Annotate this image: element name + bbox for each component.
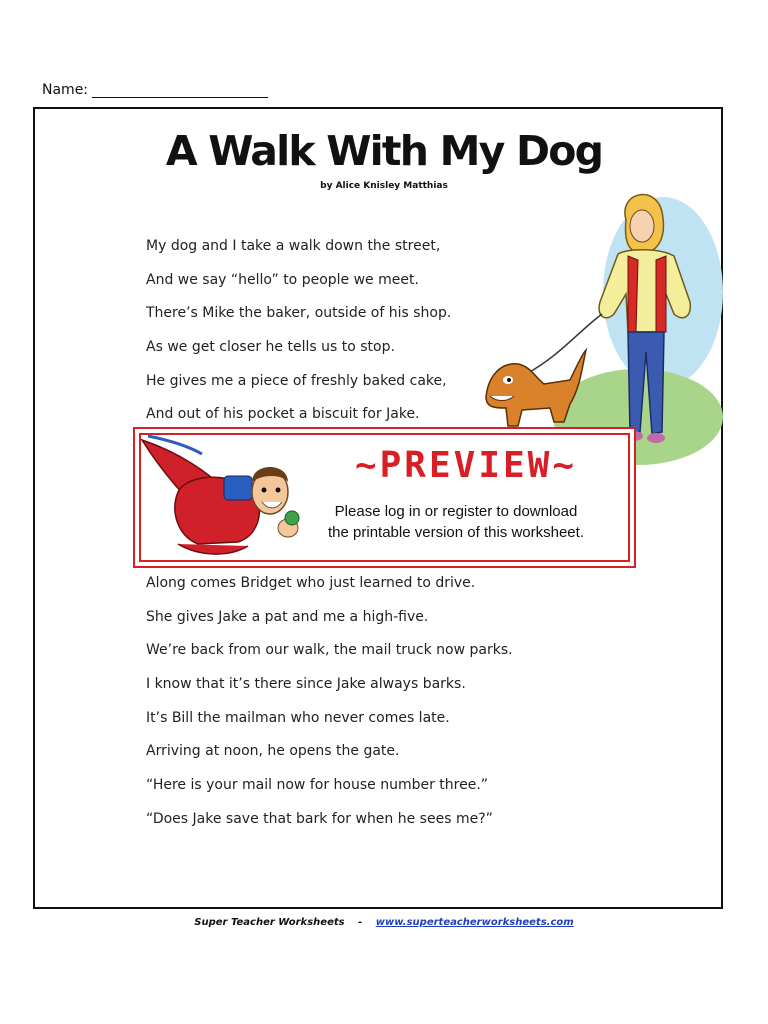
- author-byline: by Alice Knisley Matthias: [320, 181, 448, 191]
- poem-line: And out of his pocket a biscuit for Jake.: [146, 406, 420, 423]
- footer-separator: -: [358, 917, 363, 928]
- worksheet-title: A Walk With My Dog: [165, 127, 603, 175]
- poem-line: “Here is your mail now for house number three.”: [146, 777, 489, 794]
- poem-line: Arriving at noon, he opens the gate.: [146, 743, 400, 760]
- poem-line: My dog and I take a walk down the street,: [146, 238, 441, 254]
- poem-line: I know that it’s there since Jake always barks.: [146, 676, 466, 693]
- poem-line: “Does Jake save that bark for when he sees me?”: [146, 810, 493, 827]
- footer-brand: Super Teacher Worksheets: [194, 917, 345, 928]
- superhero-mascot-icon: [138, 432, 308, 564]
- name-blank-line: [92, 83, 268, 98]
- poem-stanza-2: [146, 573, 546, 843]
- preview-title: ~PREVIEW~: [354, 445, 578, 486]
- poem-line: And we say “hello” to people we meet.: [146, 271, 419, 288]
- name-field: [42, 82, 268, 98]
- preview-message: [295, 501, 617, 543]
- poem-line: It’s Bill the mailman who never comes late.: [146, 709, 450, 726]
- footer-link[interactable]: www.superteacherworksheets.com: [375, 917, 574, 928]
- poem-line: We’re back from our walk, the mail truck now parks.: [146, 642, 513, 659]
- poem-line: As we get closer he tells us to stop.: [146, 339, 395, 356]
- preview-message-line-2: the printable version of this worksheet.: [328, 524, 584, 541]
- preview-message-line-1: Please log in or register to download: [334, 503, 578, 520]
- poem-line: He gives me a piece of freshly baked cake,: [146, 372, 447, 389]
- poem-line: There’s Mike the baker, outside of his shop.: [146, 305, 452, 322]
- poem-line: Along comes Bridget who just learned to drive.: [146, 575, 476, 591]
- poem-line: She gives Jake a pat and me a high-five.: [146, 608, 429, 625]
- name-label: Name:: [42, 82, 89, 98]
- poem-stanza-1: [146, 236, 546, 438]
- footer: [0, 917, 768, 928]
